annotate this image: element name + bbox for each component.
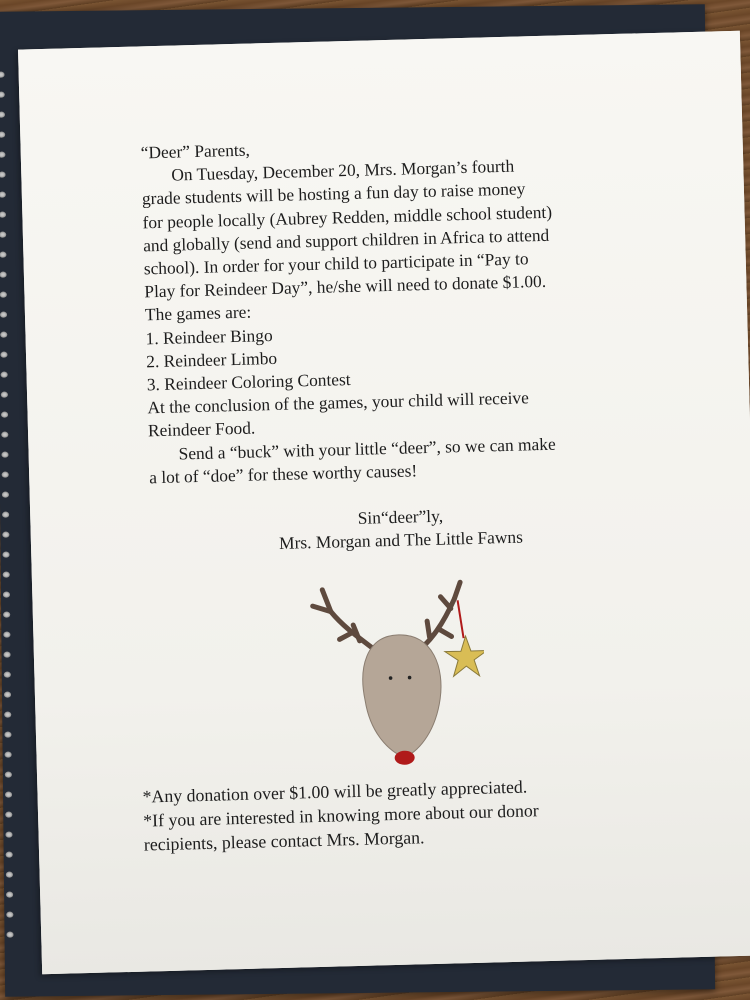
binder-hole — [5, 792, 12, 798]
binder-hole — [0, 352, 7, 358]
note-line-3: recipients, please contact Mrs. Morgan. — [143, 827, 425, 855]
footnotes — [142, 771, 664, 857]
binder-hole — [2, 512, 9, 518]
para1-line-1: On Tuesday, December 20, Mrs. Morgan’s fourth — [171, 155, 515, 185]
binder-hole — [1, 452, 8, 458]
game-item-3: 3. Reindeer Coloring Contest — [146, 369, 351, 395]
closing-line-2: a lot of “doe” for these worthy causes! — [148, 460, 418, 488]
binder-hole — [3, 552, 10, 558]
greeting: “Deer” Parents, — [140, 139, 251, 163]
games-intro: The games are: — [144, 302, 252, 325]
signoff: Sin“deer”ly, — [357, 505, 444, 528]
game-item-2: 2. Reindeer Limbo — [145, 347, 278, 372]
binder-hole — [1, 412, 8, 418]
note-line-2: *If you are interested in knowing more about our donor — [142, 800, 539, 831]
binder-hole — [0, 332, 7, 338]
binder-hole — [0, 252, 6, 258]
para1-line-4: and globally (send and support children in Africa to attend — [142, 224, 550, 256]
para1-line-3: for people locally (Aubrey Redden, middle school student) — [142, 201, 553, 233]
binder-hole — [2, 492, 9, 498]
binder-hole — [0, 212, 6, 218]
binder-hole — [4, 732, 11, 738]
binder-hole — [2, 472, 9, 478]
binder-holes — [0, 72, 21, 972]
binder-hole — [1, 432, 8, 438]
binder-hole — [6, 872, 13, 878]
binder-hole — [0, 312, 7, 318]
binder-hole — [0, 132, 5, 138]
binder-hole — [3, 612, 10, 618]
binder-hole — [5, 832, 12, 838]
binder-hole — [3, 592, 10, 598]
para1-line-2: grade students will be hosting a fun day to raise money — [141, 178, 526, 209]
binder-hole — [5, 772, 12, 778]
left-antler — [312, 588, 382, 657]
conclusion-line-2: Reindeer Food. — [147, 417, 256, 441]
closing-line-1: Send a “buck” with your little “deer”, so we can make — [178, 433, 556, 464]
letter-page — [18, 31, 750, 975]
binder-hole — [0, 92, 5, 98]
game-item-1: 1. Reindeer Bingo — [145, 324, 273, 348]
binder-hole — [3, 632, 10, 638]
binder-hole — [4, 652, 11, 658]
reindeer-illustration — [292, 578, 487, 778]
para1-line-6: Play for Reindeer Day”, he/she will need to donate $1.00. — [144, 271, 547, 302]
binder-hole — [0, 292, 7, 298]
binder-hole — [6, 852, 13, 858]
binder-hole — [2, 532, 9, 538]
star-icon — [445, 636, 488, 677]
binder-hole — [0, 192, 6, 198]
letter-body — [140, 128, 651, 558]
binder-hole — [1, 392, 8, 398]
binder-hole — [6, 932, 13, 938]
binder-hole — [0, 172, 6, 178]
binder-hole — [0, 152, 5, 158]
para1-line-5: school). In order for your child to participate in “Pay to — [143, 248, 529, 279]
conclusion-line-1: At the conclusion of the games, your child will receive — [147, 387, 530, 418]
binder-hole — [4, 672, 11, 678]
binder-hole — [0, 232, 6, 238]
signature: Mrs. Morgan and The Little Fawns — [278, 526, 524, 554]
binder-hole — [6, 912, 13, 918]
binder-hole — [0, 112, 5, 118]
reindeer-head — [362, 634, 443, 759]
binder-hole — [6, 892, 13, 898]
binder-hole — [0, 272, 7, 278]
binder-hole — [4, 692, 11, 698]
binder-hole — [0, 72, 5, 78]
binder-hole — [5, 812, 12, 818]
binder-hole — [3, 572, 10, 578]
note-line-1: *Any donation over $1.00 will be greatly appreciated. — [142, 776, 528, 807]
ornament-string — [458, 600, 464, 638]
binder-hole — [5, 752, 12, 758]
binder-hole — [1, 372, 8, 378]
binder-hole — [4, 712, 11, 718]
